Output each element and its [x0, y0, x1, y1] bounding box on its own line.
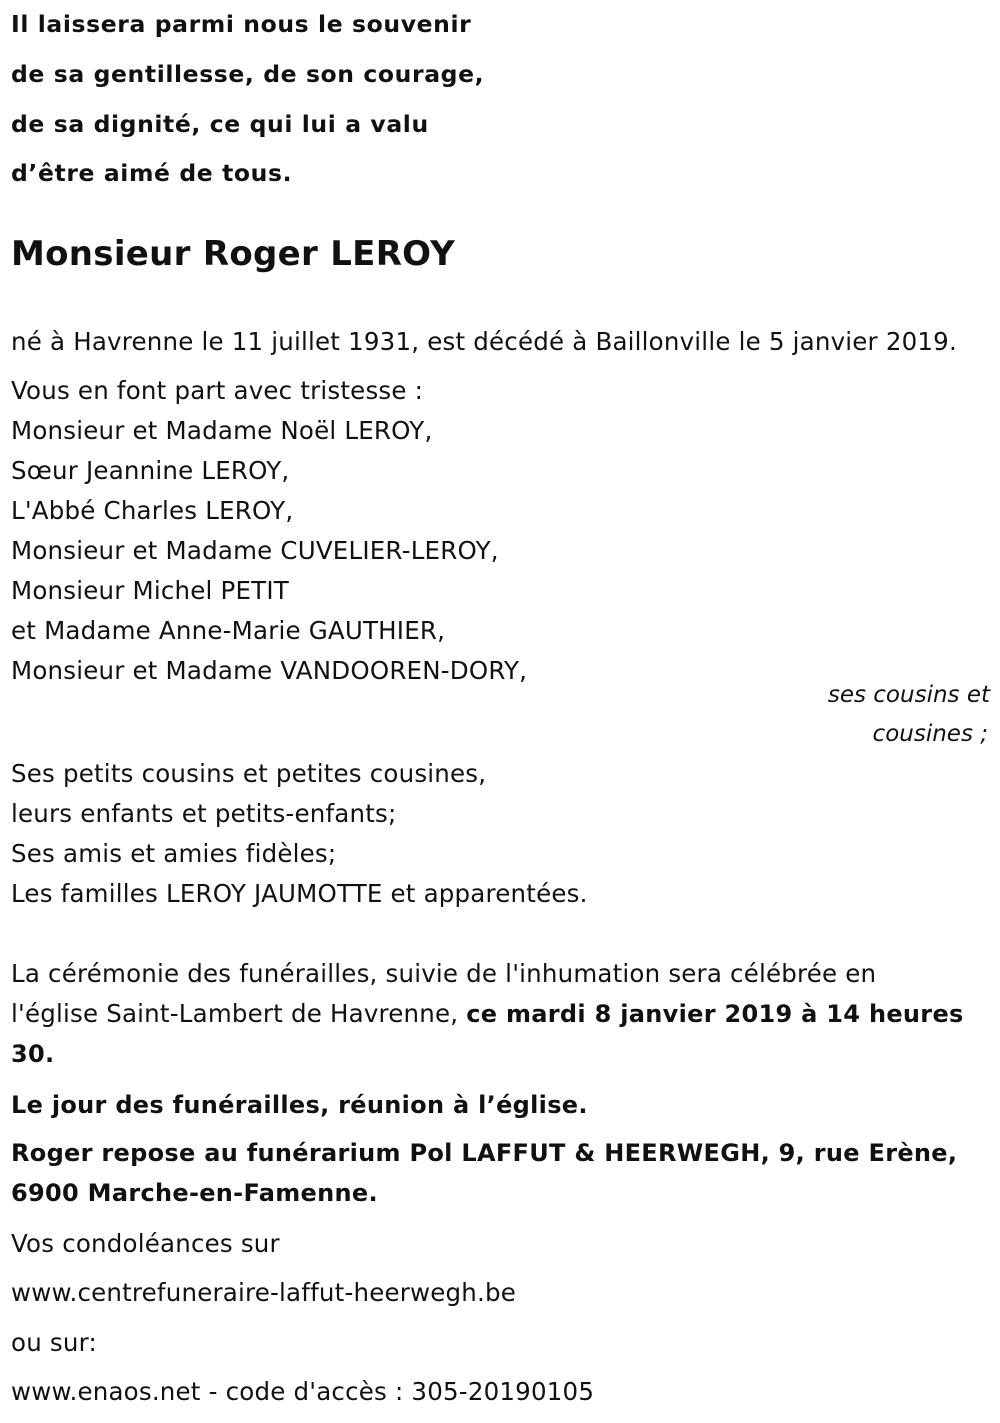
ceremony-line-2 [11, 999, 964, 1028]
condolences-label: Vos condoléances sur [11, 1229, 280, 1258]
birth-death-line: né à Havrenne le 11 juillet 1931, est décédé à Baillonville le 5 janvier 2019. [11, 327, 957, 356]
ceremony-date: ce mardi 8 janvier 2019 à 14 heures [466, 1000, 964, 1028]
ceremony-line-1: La cérémonie des funérailles, suivie de l'inhumation sera célébrée en [11, 959, 877, 988]
condolences-link-1[interactable]: www.centrefuneraire-laffut-heerwegh.be [11, 1278, 517, 1307]
other-relatives: Ses amis et amies fidèles; [11, 839, 337, 868]
relation-label-2: cousines ; [872, 721, 988, 747]
quote-line-4: d’être aimé de tous. [11, 159, 293, 187]
family-member: et Madame Anne-Marie GAUTHIER, [11, 616, 446, 645]
announce-intro: Vous en font part avec tristesse : [11, 376, 424, 405]
quote-line-1: Il laissera parmi nous le souvenir [11, 10, 472, 38]
quote-line-2: de sa gentillesse, de son courage, [11, 60, 485, 88]
family-member: Monsieur Michel PETIT [11, 576, 289, 605]
condolences-or: ou sur: [11, 1328, 97, 1357]
condolences-link-2[interactable]: www.enaos.net - code d'accès : 305-20190105 [11, 1377, 595, 1406]
family-member: Monsieur et Madame CUVELIER-LEROY, [11, 536, 499, 565]
other-relatives: Ses petits cousins et petites cousines, [11, 759, 487, 788]
ceremony-location: l'église Saint-Lambert de Havrenne, [11, 999, 467, 1028]
ceremony-time-end: 30. [11, 1040, 55, 1068]
funeral-home-line-2: 6900 Marche-en-Famenne. [11, 1179, 378, 1207]
meeting-note: Le jour des funérailles, réunion à l’église. [11, 1091, 588, 1119]
family-member: Sœur Jeannine LEROY, [11, 456, 290, 485]
relation-label-1: ses cousins et [827, 682, 990, 708]
deceased-name: Monsieur Roger LEROY [11, 234, 456, 274]
family-member: L'Abbé Charles LEROY, [11, 496, 294, 525]
funeral-home-line-1: Roger repose au funérarium Pol LAFFUT & HEERWEGH, 9, rue Erène, [11, 1139, 958, 1167]
other-relatives: leurs enfants et petits-enfants; [11, 799, 397, 828]
quote-line-3: de sa dignité, ce qui lui a valu [11, 110, 429, 138]
family-member: Monsieur et Madame Noël LEROY, [11, 416, 433, 445]
family-member: Monsieur et Madame VANDOOREN-DORY, [11, 656, 528, 685]
other-relatives: Les familles LEROY JAUMOTTE et apparentées. [11, 879, 588, 908]
